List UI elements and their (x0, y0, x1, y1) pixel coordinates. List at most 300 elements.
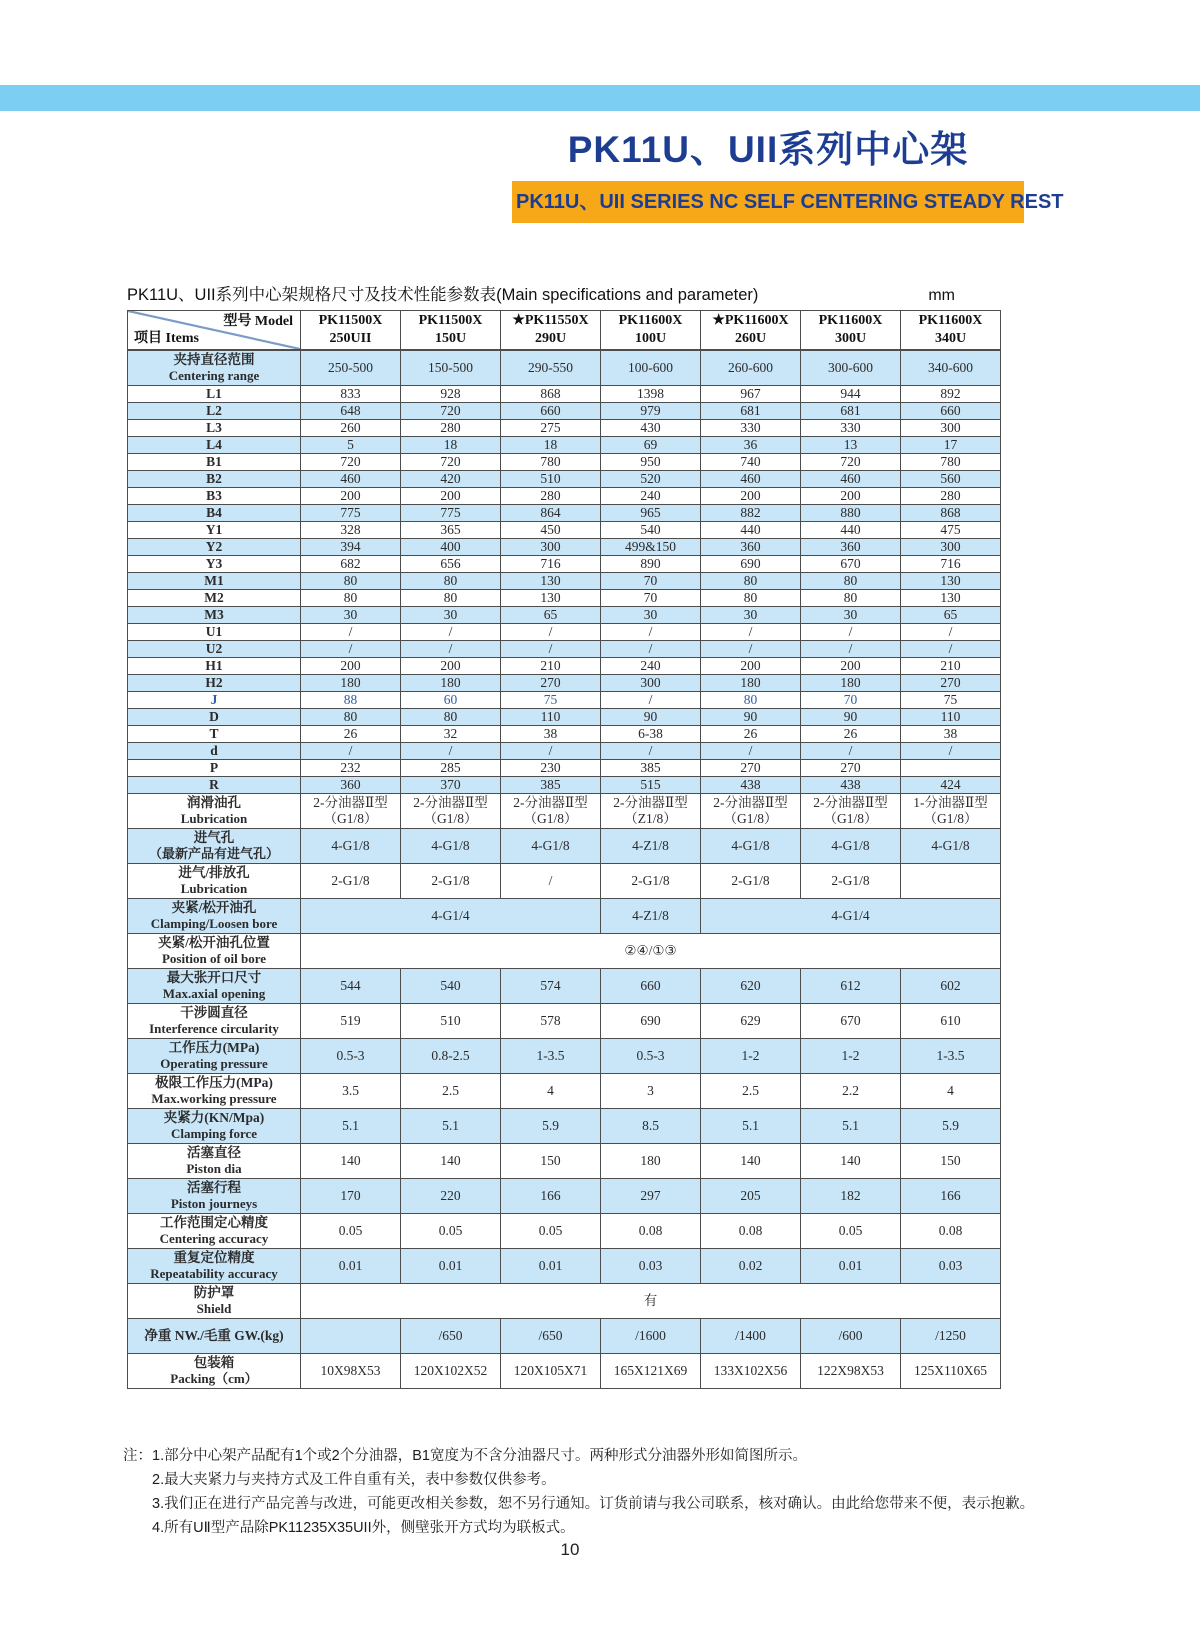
spec-cell: 5 (301, 436, 401, 453)
model-header-line: 260U (734, 331, 767, 346)
spec-cell: 280 (501, 487, 601, 504)
row-label-line: （最新产品有进气孔） (148, 846, 279, 861)
spec-cell: 882 (701, 504, 801, 521)
spec-cell: 166 (501, 1178, 601, 1213)
row-label (128, 385, 301, 402)
table-row (128, 1353, 1001, 1388)
spec-cell: 30 (601, 606, 701, 623)
row-label (128, 606, 301, 623)
row-label-line: R (209, 776, 219, 792)
spec-cell: 5.1 (701, 1108, 801, 1143)
spec-cell-line: 1-分油器Ⅱ型 (913, 794, 988, 810)
spec-cell: 0.03 (601, 1248, 701, 1283)
spec-cell: 2-G1/8 (801, 863, 901, 898)
row-label-line: H1 (205, 657, 223, 673)
spec-cell: 200 (401, 657, 501, 674)
table-row (128, 1283, 1001, 1318)
spec-cell: 有 (301, 1283, 1001, 1318)
spec-cell: / (501, 742, 601, 759)
spec-cell: 648 (301, 402, 401, 419)
spec-cell: 4-Z1/8 (601, 898, 701, 933)
spec-cell: 681 (801, 402, 901, 419)
table-row (128, 555, 1001, 572)
spec-cell: / (801, 742, 901, 759)
spec-cell: 297 (601, 1178, 701, 1213)
spec-cell: 690 (601, 1003, 701, 1038)
row-label-line: Max.axial opening (162, 986, 266, 1001)
spec-cell: 120X105X71 (501, 1353, 601, 1388)
spec-cell: 360 (801, 538, 901, 555)
spec-cell (601, 793, 701, 828)
row-label-line: L4 (206, 436, 222, 452)
spec-cell: 5.1 (301, 1108, 401, 1143)
spec-cell (901, 863, 1001, 898)
spec-cell: 270 (701, 759, 801, 776)
spec-cell: 130 (901, 572, 1001, 589)
row-label-line: Centering range (168, 368, 260, 384)
spec-cell: /1600 (601, 1318, 701, 1353)
spec-cell: 520 (601, 470, 701, 487)
spec-cell (301, 793, 401, 828)
spec-cell: 30 (701, 606, 801, 623)
spec-cell: 90 (601, 708, 701, 725)
spec-cell: 100-600 (601, 350, 701, 385)
row-label (128, 436, 301, 453)
spec-cell: / (601, 623, 701, 640)
table-row (128, 1213, 1001, 1248)
row-label-line: 极限工作压力(MPa) (155, 1075, 273, 1090)
spec-cell: 780 (901, 453, 1001, 470)
spec-cell: 130 (501, 572, 601, 589)
row-label (128, 691, 301, 708)
spec-cell: 578 (501, 1003, 601, 1038)
spec-cell: 80 (701, 572, 801, 589)
spec-cell: 716 (501, 555, 601, 572)
spec-cell-line: （G1/8） (423, 810, 478, 826)
table-row (128, 776, 1001, 793)
spec-cell: 330 (801, 419, 901, 436)
spec-cell: 140 (701, 1143, 801, 1178)
table-row (128, 1178, 1001, 1213)
row-label (128, 555, 301, 572)
spec-cell: 0.01 (301, 1248, 401, 1283)
row-label-line: 重复定位精度 (173, 1250, 255, 1265)
table-row (128, 657, 1001, 674)
spec-cell: 80 (701, 589, 801, 606)
row-label-line: Y1 (205, 521, 223, 537)
spec-cell: /650 (501, 1318, 601, 1353)
spec-cell: 420 (401, 470, 501, 487)
spec-cell: /1250 (901, 1318, 1001, 1353)
spec-cell: 515 (601, 776, 701, 793)
table-row (128, 640, 1001, 657)
spec-cell: 656 (401, 555, 501, 572)
spec-cell: 140 (301, 1143, 401, 1178)
spec-cell: / (901, 742, 1001, 759)
spec-cell: 90 (701, 708, 801, 725)
row-label (128, 589, 301, 606)
spec-cell: 385 (501, 776, 601, 793)
notes-label: 注： (123, 1448, 152, 1464)
spec-cell: / (901, 640, 1001, 657)
row-label-line: 进气/排放孔 (178, 865, 250, 880)
row-label-line: 夹紧/松开油孔位置 (158, 935, 270, 950)
table-row (128, 742, 1001, 759)
spec-cell: / (301, 640, 401, 657)
model-header-line: 150U (434, 331, 467, 346)
spec-cell: 180 (401, 674, 501, 691)
table-row (128, 691, 1001, 708)
series-banner: PK11U、UII SERIES NC SELF CENTERING STEADY REST (512, 181, 1024, 223)
spec-cell-line: 2-分油器Ⅱ型 (413, 794, 488, 810)
spec-cell: 690 (701, 555, 801, 572)
spec-cell: / (601, 691, 701, 708)
row-label (128, 1003, 301, 1038)
spec-cell: 660 (601, 968, 701, 1003)
spec-cell: 280 (401, 419, 501, 436)
spec-cell: / (401, 640, 501, 657)
spec-cell: 60 (401, 691, 501, 708)
spec-cell: 424 (901, 776, 1001, 793)
row-label (128, 1318, 301, 1353)
row-label-line: 活塞行程 (187, 1180, 241, 1195)
row-label-line: 润滑油孔 (187, 795, 241, 810)
table-row (128, 1318, 1001, 1353)
model-header-line: 290U (534, 331, 567, 346)
spec-cell-line: 2-分油器Ⅱ型 (313, 794, 388, 810)
table-row (128, 1038, 1001, 1073)
spec-cell: 30 (301, 606, 401, 623)
spec-cell: 430 (601, 419, 701, 436)
row-label (128, 898, 301, 933)
spec-cell: 240 (601, 657, 701, 674)
spec-cell: 150 (501, 1143, 601, 1178)
spec-cell: 80 (301, 708, 401, 725)
spec-cell: 220 (401, 1178, 501, 1213)
model-header-line: 250UII (329, 331, 372, 346)
spec-cell: 670 (801, 555, 901, 572)
row-label-line: Interference circularity (149, 1021, 279, 1036)
spec-table (127, 310, 1001, 1389)
spec-cell: 8.5 (601, 1108, 701, 1143)
spec-cell: 80 (701, 691, 801, 708)
page-title: PK11U、UII系列中心架 (567, 129, 969, 170)
spec-cell: 290-550 (501, 350, 601, 385)
spec-cell: 200 (301, 487, 401, 504)
row-label-line: T (209, 725, 219, 741)
spec-cell: 629 (701, 1003, 801, 1038)
spec-cell-line: 2-分油器Ⅱ型 (613, 794, 688, 810)
row-label-line: Y2 (205, 538, 223, 554)
table-row (128, 725, 1001, 742)
spec-cell-line: 2-分油器Ⅱ型 (813, 794, 888, 810)
table-row (128, 487, 1001, 504)
row-label-line: 夹持直径范围 (173, 352, 255, 368)
spec-cell: 2-G1/8 (301, 863, 401, 898)
spec-cell: 300 (601, 674, 701, 691)
table-row (128, 470, 1001, 487)
row-label-line: 夹紧力(KN/Mpa) (163, 1110, 265, 1125)
spec-cell: 70 (801, 691, 901, 708)
spec-cell: 285 (401, 759, 501, 776)
spec-cell: 4-G1/8 (401, 828, 501, 863)
table-row (128, 453, 1001, 470)
spec-cell (901, 759, 1001, 776)
spec-cell: / (801, 623, 901, 640)
table-row (128, 606, 1001, 623)
row-label (128, 572, 301, 589)
row-label-line: M2 (204, 589, 224, 605)
note-line: 4.所有UⅡ型产品除PK11235X35UII外，侧壁张开方式均为联板式。 (152, 1520, 575, 1536)
spec-cell: 170 (301, 1178, 401, 1213)
spec-cell: 10X98X53 (301, 1353, 401, 1388)
spec-cell: 540 (601, 521, 701, 538)
spec-cell: / (501, 640, 601, 657)
spec-cell: 26 (801, 725, 901, 742)
spec-cell: 979 (601, 402, 701, 419)
spec-cell: 440 (801, 521, 901, 538)
spec-cell: 1-3.5 (501, 1038, 601, 1073)
model-header (401, 311, 501, 351)
table-row (128, 436, 1001, 453)
spec-cell: 182 (801, 1178, 901, 1213)
spec-cell: 2.5 (401, 1073, 501, 1108)
spec-cell: 967 (701, 385, 801, 402)
spec-cell-line: （G1/8） (523, 810, 578, 826)
table-corner (128, 311, 301, 351)
spec-cell: 5.1 (801, 1108, 901, 1143)
spec-cell: 165X121X69 (601, 1353, 701, 1388)
spec-cell: 0.05 (801, 1213, 901, 1248)
spec-cell: / (701, 742, 801, 759)
note-text: 1.部分中心架产品配有1个或2个分油器，B1宽度为不含分油器尺寸。两种形式分油器外形如简图所示。 (152, 1448, 807, 1464)
model-header (801, 311, 901, 351)
row-label-line: U2 (205, 640, 223, 656)
table-row (128, 419, 1001, 436)
spec-cell: 75 (901, 691, 1001, 708)
spec-cell: / (701, 623, 801, 640)
corner-items-label: 项目 Items (134, 331, 199, 346)
spec-cell: 88 (301, 691, 401, 708)
row-label-line: Lubrication (180, 811, 248, 826)
spec-cell: /1400 (701, 1318, 801, 1353)
spec-cell: 0.05 (301, 1213, 401, 1248)
row-label-line: 防护罩 (193, 1285, 235, 1300)
spec-cell (801, 793, 901, 828)
spec-cell: 0.08 (701, 1213, 801, 1248)
row-label-line: L2 (206, 402, 222, 418)
spec-cell: 200 (401, 487, 501, 504)
row-label (128, 487, 301, 504)
spec-cell: 544 (301, 968, 401, 1003)
model-header (501, 311, 601, 351)
top-stripe-decoration (0, 85, 1200, 111)
spec-cell: 0.5-3 (601, 1038, 701, 1073)
row-label-line: Y3 (205, 555, 223, 571)
spec-cell: 560 (901, 470, 1001, 487)
note-line: 2.最大夹紧力与夹持方式及工件自重有关，表中参数仅供参考。 (152, 1472, 556, 1488)
spec-cell: 385 (601, 759, 701, 776)
table-row (128, 1003, 1001, 1038)
row-label-line: Max.working pressure (151, 1091, 277, 1106)
spec-cell: 69 (601, 436, 701, 453)
spec-cell: 210 (501, 657, 601, 674)
model-header-line: ★PK11550X (512, 313, 589, 328)
spec-cell: 3.5 (301, 1073, 401, 1108)
spec-cell: 3 (601, 1073, 701, 1108)
spec-cell: 0.01 (801, 1248, 901, 1283)
row-label-line: U1 (205, 623, 223, 639)
row-label (128, 419, 301, 436)
model-header-line: 300U (834, 331, 867, 346)
spec-cell: 130 (501, 589, 601, 606)
spec-cell: 370 (401, 776, 501, 793)
spec-cell: 360 (301, 776, 401, 793)
page-number: 10 (560, 1540, 580, 1559)
table-caption-row (127, 281, 1000, 305)
spec-cell: 65 (901, 606, 1001, 623)
spec-cell: 80 (301, 572, 401, 589)
spec-cell: 240 (601, 487, 701, 504)
spec-cell: 30 (401, 606, 501, 623)
spec-cell: 682 (301, 555, 401, 572)
spec-cell: 620 (701, 968, 801, 1003)
spec-cell: 275 (501, 419, 601, 436)
spec-cell: 300 (501, 538, 601, 555)
row-label-line: d (210, 742, 218, 758)
row-label-line: B4 (206, 504, 222, 520)
spec-cell: 510 (501, 470, 601, 487)
spec-cell: 340-600 (901, 350, 1001, 385)
table-row (128, 1073, 1001, 1108)
model-header-line: 100U (634, 331, 667, 346)
spec-cell: 26 (701, 725, 801, 742)
spec-cell-line: （Z1/8） (624, 810, 677, 826)
model-header-line: PK11500X (418, 313, 483, 328)
table-row (128, 521, 1001, 538)
table-row (128, 1108, 1001, 1143)
spec-cell: 270 (801, 759, 901, 776)
spec-cell: 38 (901, 725, 1001, 742)
spec-cell: 864 (501, 504, 601, 521)
spec-cell: 13 (801, 436, 901, 453)
spec-cell: 1-3.5 (901, 1038, 1001, 1073)
spec-cell: / (401, 623, 501, 640)
spec-cell: 4-G1/8 (901, 828, 1001, 863)
table-row (128, 898, 1001, 933)
spec-cell: 965 (601, 504, 701, 521)
row-label-line: Piston journeys (170, 1196, 258, 1211)
spec-cell: 130 (901, 589, 1001, 606)
spec-cell: 0.03 (901, 1248, 1001, 1283)
spec-cell: 80 (801, 572, 901, 589)
row-label (128, 933, 301, 968)
spec-cell: 775 (401, 504, 501, 521)
spec-cell (901, 793, 1001, 828)
table-row (128, 708, 1001, 725)
spec-cell: 460 (701, 470, 801, 487)
spec-cell: / (701, 640, 801, 657)
spec-cell: 125X110X65 (901, 1353, 1001, 1388)
row-label (128, 1248, 301, 1283)
spec-cell: 80 (801, 589, 901, 606)
spec-cell: 232 (301, 759, 401, 776)
spec-cell: / (601, 742, 701, 759)
spec-cell-line: （G1/8） (723, 810, 778, 826)
row-label-line: 活塞直径 (187, 1145, 241, 1160)
spec-cell: 205 (701, 1178, 801, 1213)
spec-cell: 394 (301, 538, 401, 555)
spec-cell: 720 (401, 402, 501, 419)
spec-cell: 460 (301, 470, 401, 487)
table-row (128, 538, 1001, 555)
table-row (128, 793, 1001, 828)
spec-cell: 365 (401, 521, 501, 538)
row-label (128, 1283, 301, 1318)
row-label (128, 1038, 301, 1073)
model-header-line: PK11500X (318, 313, 383, 328)
spec-cell: 180 (801, 674, 901, 691)
spec-cell: 0.01 (401, 1248, 501, 1283)
corner-model-label: 型号 Model (223, 314, 293, 329)
spec-cell-line: （G1/8） (823, 810, 878, 826)
spec-cell-line: （G1/8） (923, 810, 978, 826)
row-label-line: 干涉圆直径 (180, 1005, 248, 1020)
table-row (128, 863, 1001, 898)
table-row (128, 572, 1001, 589)
spec-cell: 120X102X52 (401, 1353, 501, 1388)
spec-cell-line: （G1/8） (323, 810, 378, 826)
row-label-line: L3 (206, 419, 222, 435)
spec-cell: 18 (401, 436, 501, 453)
spec-cell-line: 2-分油器Ⅱ型 (713, 794, 788, 810)
spec-cell: 928 (401, 385, 501, 402)
spec-cell: 30 (801, 606, 901, 623)
spec-cell: / (501, 863, 601, 898)
spec-cell: 270 (501, 674, 601, 691)
row-label (128, 657, 301, 674)
row-label-line: Operating pressure (160, 1056, 268, 1071)
spec-cell: 950 (601, 453, 701, 470)
spec-cell: 140 (401, 1143, 501, 1178)
notes-block (123, 1444, 1123, 1540)
spec-cell: 6-38 (601, 725, 701, 742)
spec-cell: 780 (501, 453, 601, 470)
row-label (128, 674, 301, 691)
row-label-line: Position of oil bore (161, 951, 267, 966)
row-label-line: Clamping/Loosen bore (150, 916, 278, 931)
spec-cell: 32 (401, 725, 501, 742)
spec-cell: 660 (901, 402, 1001, 419)
spec-cell (701, 793, 801, 828)
unit-label: mm (928, 287, 955, 304)
spec-cell: 200 (701, 657, 801, 674)
spec-cell: 80 (401, 589, 501, 606)
spec-cell: 1-2 (801, 1038, 901, 1073)
spec-cell: 0.01 (501, 1248, 601, 1283)
spec-cell: 4 (501, 1073, 601, 1108)
row-label (128, 504, 301, 521)
spec-cell: 122X98X53 (801, 1353, 901, 1388)
table-row (128, 504, 1001, 521)
spec-cell: /600 (801, 1318, 901, 1353)
spec-cell: 80 (401, 708, 501, 725)
spec-cell: 450 (501, 521, 601, 538)
table-header-row (128, 311, 1001, 351)
table-row (128, 968, 1001, 1003)
spec-cell: 70 (601, 589, 701, 606)
row-label (128, 1353, 301, 1388)
